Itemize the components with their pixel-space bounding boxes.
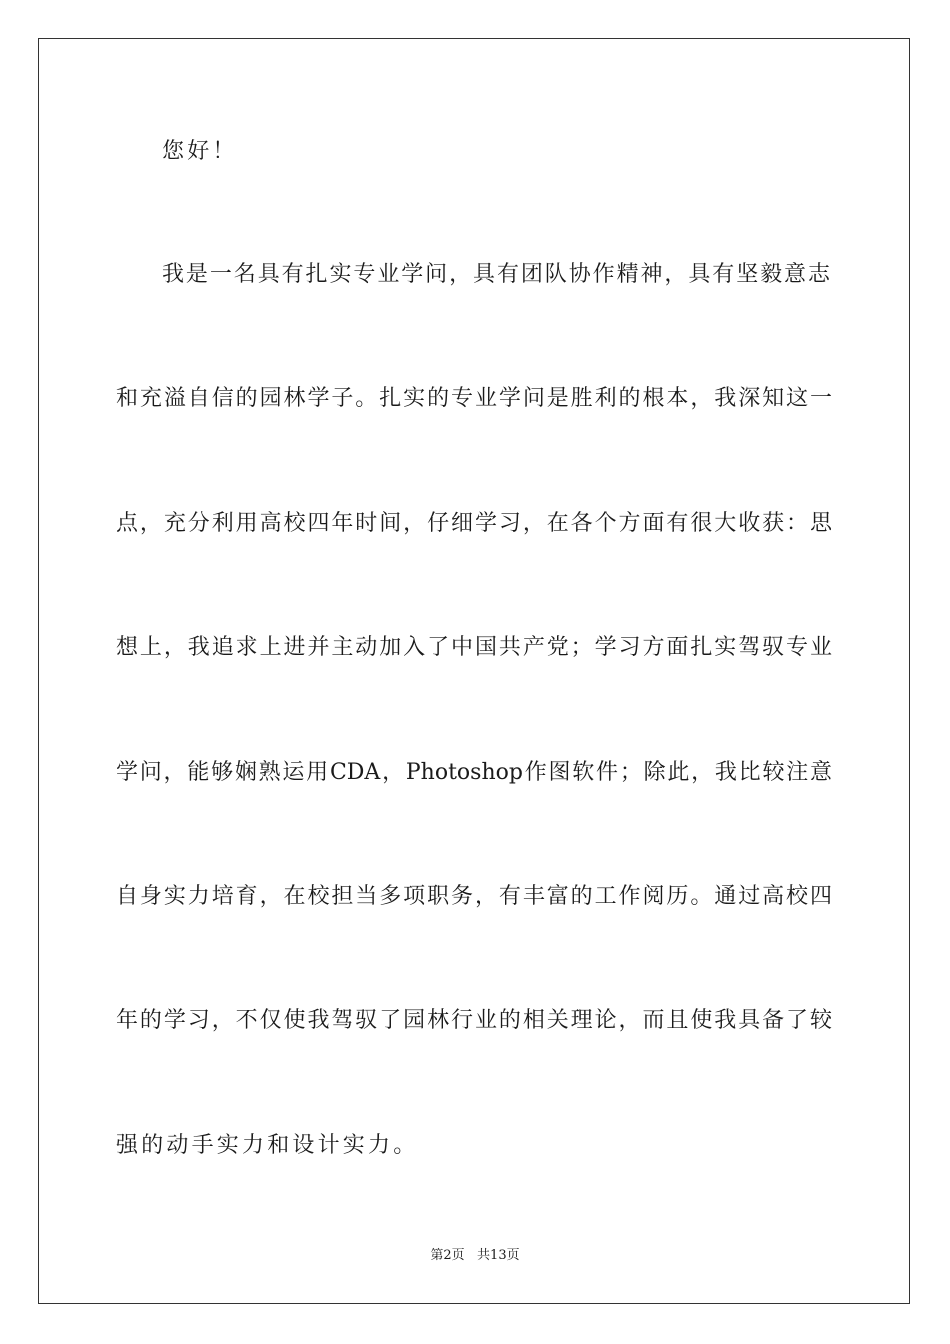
- paragraph-line-8: 强的动手实力和设计实力。: [116, 1133, 419, 1158]
- paragraph-line-2: 和充溢自信的园林学子。扎实的专业学问是胜利的根本，我深知这一: [116, 386, 832, 411]
- paragraph-line-7: 年的学习，不仅使我驾驭了园林行业的相关理论，而且使我具备了较: [116, 1008, 832, 1033]
- paragraph-line-5: 学问，能够娴熟运用CDA，Photoshop作图软件；除此，我比较注意: [116, 760, 832, 785]
- paragraph-line-3: 点，充分利用高校四年时间，仔细学习，在各个方面有很大收获：思: [116, 511, 832, 536]
- page-number-footer: 第2页 共13页: [430, 1248, 520, 1263]
- paragraph-line-1: 我是一名具有扎实专业学问，具有团队协作精神，具有坚毅意志: [162, 262, 830, 287]
- paragraph-line-6: 自身实力培育，在校担当多项职务，有丰富的工作阅历。通过高校四: [116, 884, 832, 909]
- paragraph-line-4: 想上，我追求上进并主动加入了中国共产党；学习方面扎实驾驭专业: [116, 635, 832, 660]
- greeting-text: 您好！: [162, 139, 238, 164]
- page-border: [38, 38, 910, 1304]
